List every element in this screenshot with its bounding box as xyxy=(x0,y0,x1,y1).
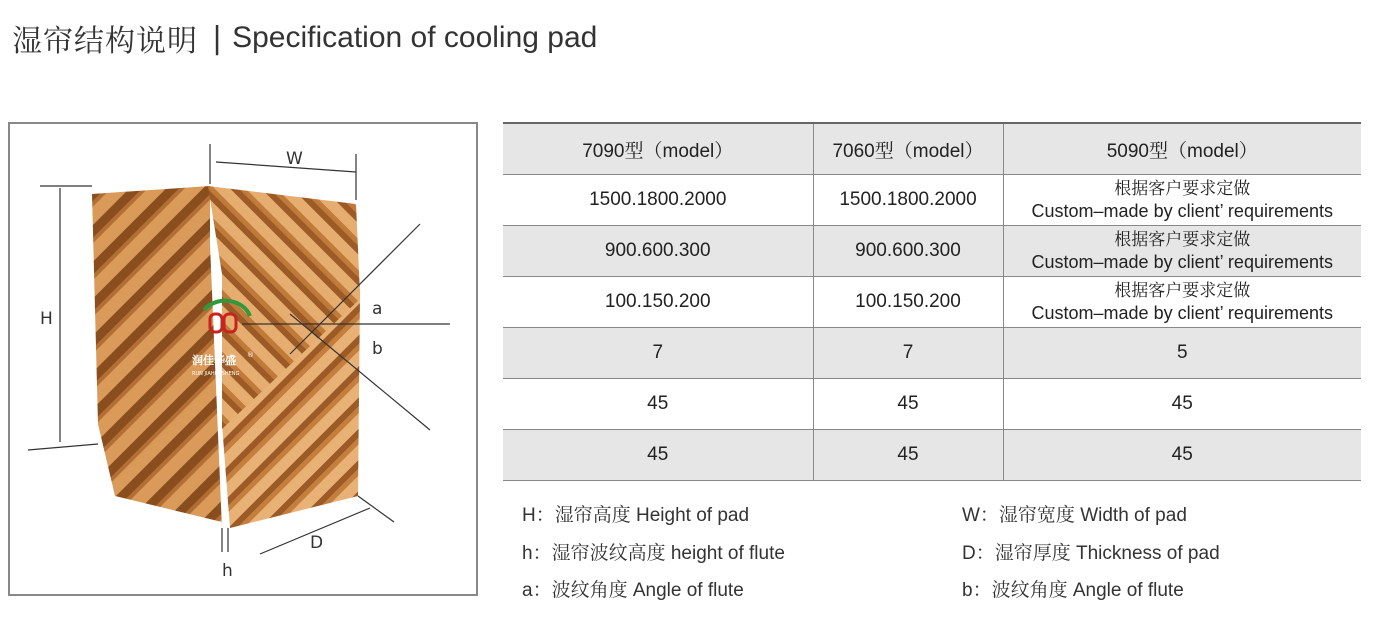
dimension-label-d: D xyxy=(310,533,324,553)
table-cell xyxy=(1003,175,1361,226)
table-row xyxy=(503,226,1361,277)
legend-width-of-pad: W：湿帘宽度 Width of pad xyxy=(962,505,1187,526)
table-cell: 45 xyxy=(1003,430,1361,481)
table-header-cell: 7090型（model） xyxy=(582,140,734,162)
table-cell: 7 xyxy=(652,342,664,363)
table-cell: 45 xyxy=(647,444,669,465)
dimension-label-w: W xyxy=(286,149,303,169)
cooling-pad-diagram xyxy=(10,124,480,598)
custom-made-en: Custom–made by client’ requirements xyxy=(1031,303,1333,323)
dimension-label-h-lower: h xyxy=(222,561,233,581)
table-cell: 5 xyxy=(1003,328,1361,379)
specification-table xyxy=(503,122,1361,481)
table-cell: 100.150.200 xyxy=(604,291,711,312)
table-cell: 45 xyxy=(813,430,1003,481)
angle-label-b: b xyxy=(372,339,383,359)
custom-made-en: Custom–made by client’ requirements xyxy=(1031,252,1333,272)
logo-text: 润佳华盛 xyxy=(192,354,236,367)
table-row xyxy=(503,430,1361,481)
table-cell xyxy=(1003,226,1361,277)
table-cell: 900.600.300 xyxy=(813,226,1003,277)
custom-made-cn: 根据客户要求定做 xyxy=(1114,230,1251,250)
legend-angle-a: a：波纹角度 Angle of flute xyxy=(522,580,744,601)
table-row xyxy=(503,175,1361,226)
custom-made-cn: 根据客户要求定做 xyxy=(1114,179,1251,199)
table-row xyxy=(503,277,1361,328)
custom-made-en: Custom–made by client’ requirements xyxy=(1031,201,1333,221)
title-chinese: 湿帘结构说明 xyxy=(12,24,198,59)
logo-pinyin: RUN JIAHUASHENG xyxy=(192,371,240,377)
table-cell: 100.150.200 xyxy=(813,277,1003,328)
dimension-label-h-upper: H xyxy=(40,309,53,329)
legend-height-of-pad: H：湿帘高度 Height of pad xyxy=(522,505,750,526)
table-row xyxy=(503,328,1361,379)
table-cell: 1500.1800.2000 xyxy=(589,189,727,210)
table-header-cell: 5090型（model） xyxy=(1003,123,1361,175)
table-cell: 45 xyxy=(813,379,1003,430)
table-row xyxy=(503,379,1361,430)
legend-angle-b: b：波纹角度 Angle of flute xyxy=(962,580,1184,601)
table-cell: 900.600.300 xyxy=(604,240,711,261)
table-cell: 1500.1800.2000 xyxy=(813,175,1003,226)
table-cell xyxy=(1003,277,1361,328)
custom-made-cn: 根据客户要求定做 xyxy=(1114,281,1251,301)
table-cell: 45 xyxy=(1003,379,1361,430)
table-cell: 45 xyxy=(647,393,669,414)
page-title xyxy=(12,18,597,58)
legend-thickness-of-pad: D：湿帘厚度 Thickness of pad xyxy=(962,543,1220,564)
title-separator: | xyxy=(212,20,223,56)
logo-reg-mark: ® xyxy=(247,351,254,359)
cooling-pad-figure xyxy=(8,122,478,596)
table-header-cell: 7060型（model） xyxy=(813,123,1003,175)
angle-label-a: a xyxy=(372,299,383,319)
title-english: Specification of cooling pad xyxy=(232,21,598,54)
table-header-row xyxy=(503,123,1361,175)
table-cell: 7 xyxy=(813,328,1003,379)
legend-height-of-flute: h：湿帘波纹高度 height of flute xyxy=(522,543,785,564)
